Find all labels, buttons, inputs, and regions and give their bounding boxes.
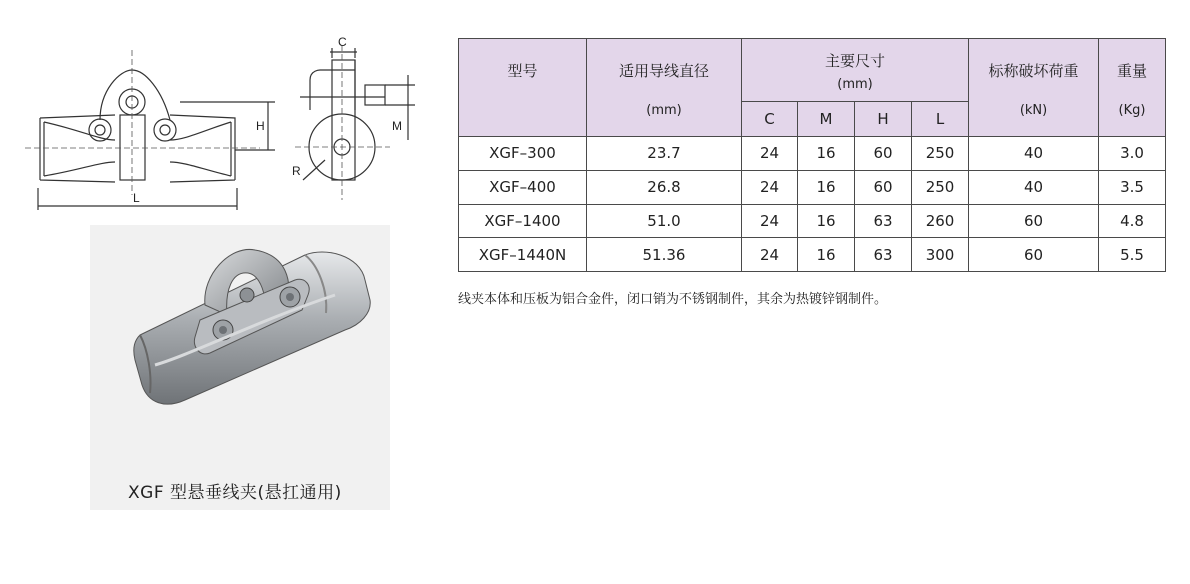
header-h: H bbox=[855, 102, 912, 137]
cell-weight: 4.8 bbox=[1099, 204, 1166, 238]
cell-model: XGF–1400 bbox=[459, 204, 587, 238]
table-row bbox=[459, 137, 1166, 171]
cell-m: 16 bbox=[798, 170, 855, 204]
header-load: 标称破坏荷重 (kN) bbox=[969, 39, 1099, 137]
material-note: 线夹本体和压板为铝合金件，闭口销为不锈钢制件，其余为热镀锌钢制件。 bbox=[458, 292, 888, 307]
cell-model: XGF–1440N bbox=[459, 238, 587, 272]
header-model: 型号 bbox=[459, 39, 587, 137]
cell-m: 16 bbox=[798, 204, 855, 238]
cell-diameter: 51.0 bbox=[587, 204, 742, 238]
cell-diameter: 23.7 bbox=[587, 137, 742, 171]
cell-load: 60 bbox=[969, 238, 1099, 272]
cell-h: 60 bbox=[855, 170, 912, 204]
cell-load: 40 bbox=[969, 170, 1099, 204]
cell-l: 300 bbox=[912, 238, 969, 272]
cell-weight: 5.5 bbox=[1099, 238, 1166, 272]
cell-h: 60 bbox=[855, 137, 912, 171]
cell-m: 16 bbox=[798, 137, 855, 171]
cell-weight: 3.0 bbox=[1099, 137, 1166, 171]
cell-diameter: 26.8 bbox=[587, 170, 742, 204]
table-row bbox=[459, 170, 1166, 204]
product-photo bbox=[90, 225, 390, 510]
header-dimensions: 主要尺寸 (mm) bbox=[742, 39, 969, 102]
cell-m: 16 bbox=[798, 238, 855, 272]
cell-c: 24 bbox=[742, 204, 798, 238]
header-l: L bbox=[912, 102, 969, 137]
dim-label-c: C bbox=[338, 35, 347, 49]
cell-c: 24 bbox=[742, 137, 798, 171]
header-weight: 重量 (Kg) bbox=[1099, 39, 1166, 137]
header-diameter: 适用导线直径 (mm) bbox=[587, 39, 742, 137]
cell-l: 250 bbox=[912, 170, 969, 204]
dim-label-l: L bbox=[133, 191, 140, 205]
cell-l: 260 bbox=[912, 204, 969, 238]
cell-c: 24 bbox=[742, 170, 798, 204]
cell-model: XGF–400 bbox=[459, 170, 587, 204]
dim-label-h: H bbox=[256, 119, 265, 133]
table-row bbox=[459, 204, 1166, 238]
cell-model: XGF–300 bbox=[459, 137, 587, 171]
clamp-illustration bbox=[90, 225, 390, 510]
technical-drawing bbox=[20, 30, 440, 230]
cell-load: 60 bbox=[969, 204, 1099, 238]
cell-l: 250 bbox=[912, 137, 969, 171]
dim-label-r: R bbox=[292, 164, 301, 178]
cell-c: 24 bbox=[742, 238, 798, 272]
cell-h: 63 bbox=[855, 204, 912, 238]
header-m: M bbox=[798, 102, 855, 137]
spec-table bbox=[458, 38, 1166, 272]
cell-h: 63 bbox=[855, 238, 912, 272]
cell-diameter: 51.36 bbox=[587, 238, 742, 272]
table-row bbox=[459, 238, 1166, 272]
cell-weight: 3.5 bbox=[1099, 170, 1166, 204]
cell-load: 40 bbox=[969, 137, 1099, 171]
header-c: C bbox=[742, 102, 798, 137]
dim-label-m: M bbox=[392, 119, 402, 133]
product-caption: XGF 型悬垂线夹(悬扛通用) bbox=[128, 483, 342, 503]
